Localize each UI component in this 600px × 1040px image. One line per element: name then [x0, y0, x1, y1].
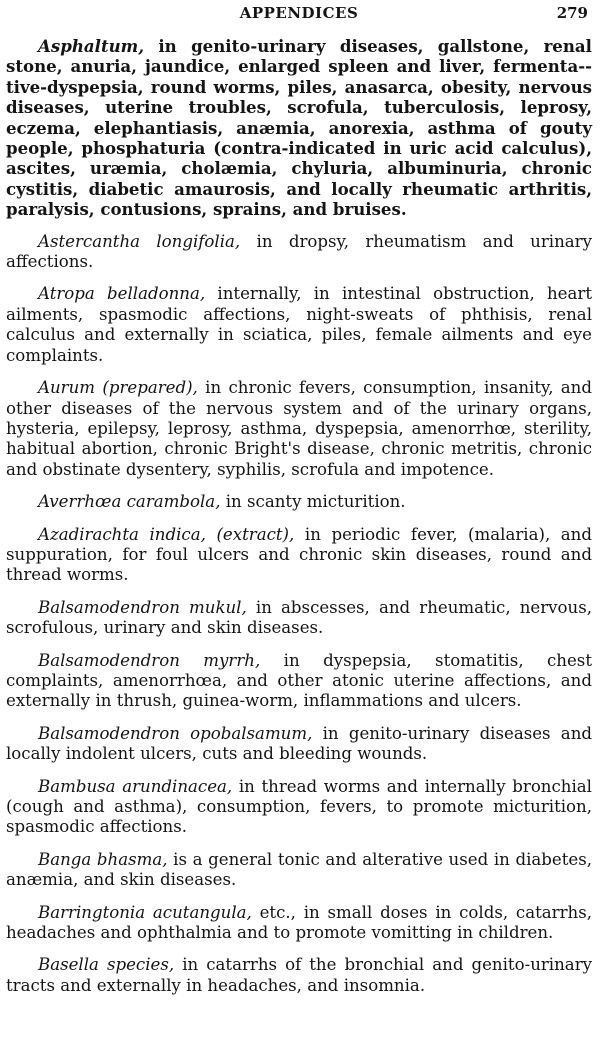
entry-text: etc., in small doses in colds, catarrhs, headaches and ophthalmia and to promote vomitting in children. [6, 902, 592, 943]
entry-balsamodendron-mukul [6, 598, 592, 639]
entry-text: in catarrhs of the bronchial and genito-urinary tracts and externally in headaches, and insomnia. [6, 955, 593, 995]
entry-text: internally, in intestinal obstruction, heart ailments, spasmodic affections, night-sweats of phthisis, renal calculus and externally in sciatica, piles, female ailments and eye complaints. [6, 284, 593, 365]
entry-text: in periodic fever, (malaria), and suppuration, for foul ulcers and chronic skin diseases, round and thread worms. [6, 524, 592, 585]
entry-term: Averrhœa carambola, [38, 492, 221, 512]
page-number: 279 [556, 4, 588, 22]
entries-list [6, 36, 592, 996]
entry-aurum [6, 378, 592, 480]
entry-balsamodendron-opobalsamum [6, 724, 592, 765]
entry-text: in scanty micturition. [220, 492, 406, 512]
entry-term: Azadirachta indica, (extract), [38, 524, 295, 544]
entry-text: in dyspepsia, stomatitis, chest complaints, amenorrhœa, and other atonic uterine affections, and externally in thrush, guinea-worm, inflammations and ulcers. [6, 650, 592, 711]
entry-term: Balsamodendron opobalsamum, [38, 723, 313, 743]
entry-term: Bambusa arundinacea, [38, 776, 233, 796]
entry-term: Asphaltum, [38, 36, 145, 56]
entry-term: Aurum (prepared), [38, 378, 198, 398]
entry-term: Atropa belladonna, [38, 284, 206, 304]
entry-text: in genito-urinary diseases and locally indolent ulcers, cuts and bleeding wounds. [6, 723, 592, 764]
entry-term: Banga bhasma, [38, 849, 168, 869]
entry-term: Balsamodendron myrrh, [38, 650, 261, 670]
entry-bambusa [6, 777, 592, 838]
entry-barringtonia [6, 903, 592, 944]
entry-term: Balsamodendron mukul, [38, 597, 247, 617]
entry-text: in dropsy, rheumatism and urinary affections. [6, 231, 592, 272]
entry-text: in abscesses, and rheumatic, nervous, scrofulous, urinary and skin diseases. [6, 597, 593, 638]
entry-atropa [6, 284, 592, 366]
entry-term: Basella species, [38, 955, 175, 975]
entry-averrhoea [6, 492, 592, 512]
entry-azadirachta [6, 525, 592, 586]
entry-astercantha [6, 232, 592, 273]
entry-banga-bhasma [6, 850, 592, 891]
page-header [6, 0, 592, 30]
entry-text: in thread worms and internally bronchial (cough and asthma), consumption, fevers, to promote micturition, spasmodic affections. [6, 776, 592, 837]
entry-basella [6, 955, 592, 996]
entry-term: Barringtonia acutangula, [38, 902, 252, 922]
entry-balsamodendron-myrrh [6, 651, 592, 712]
entry-asphaltum [6, 36, 592, 220]
entry-term: Astercantha longifolia, [38, 231, 241, 251]
entry-text: is a general tonic and alterative used in diabetes, anæmia, and skin diseases. [6, 849, 592, 890]
entry-text: in chronic fevers, consumption, insanity, and other diseases of the nervous system and of the urinary organs, hysteria, epilepsy, leprosy, asthma, dyspepsia, amenorrhœ, sterility, habitual abortion, chronic Bright's disease, chronic metritis, chronic and obstinate dysentery, syphilis, scrofula and impotence. [6, 378, 592, 479]
entry-text: in genito-urinary diseases, gallstone, renal stone, anuria, jaundice, enlarged spleen and liver, fermenta-tive-dyspepsia, round worms, piles, anasarca, obesity, nervous diseases, uterine troubles, scrofula, tuberculosis, leprosy, eczema, elephantiasis, anæmia, anorexia, asthma of gouty people, phosphaturia (contra-indicated in uric acid calculus), ascites, uræmia, cholæmia, chyluria, albuminuria, chronic cystitis, diabetic amaurosis, and locally rheumatic arthritis, paralysis, contusions, sprains, and bruises. [6, 36, 592, 220]
running-head: APPENDICES [239, 4, 359, 22]
